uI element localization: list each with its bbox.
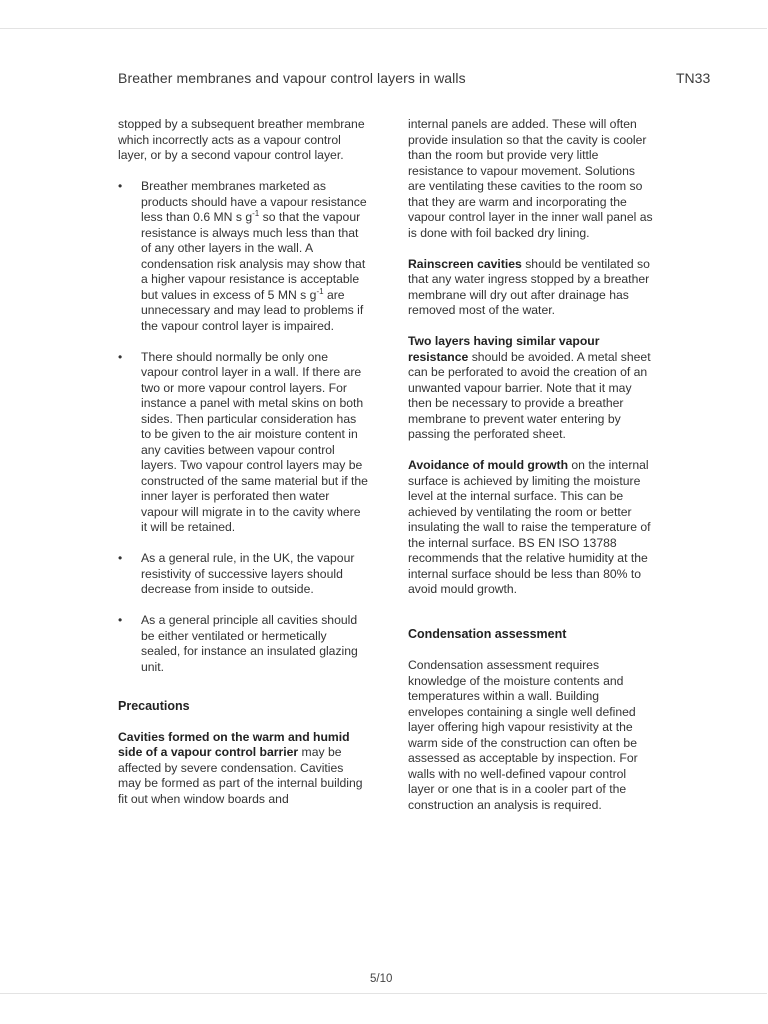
rainscreen-text: should be ventilated so that any water ingress stopped by a breather membrane will dry out after drainage has removed most of the water. — [408, 256, 650, 317]
precautions-heading: Precautions — [118, 698, 190, 713]
condensation-assessment-heading: Condensation assessment — [408, 627, 567, 641]
mould-paragraph — [408, 458, 653, 598]
bullet-item — [118, 350, 368, 536]
two-layers-paragraph — [408, 334, 653, 443]
bullet-icon: • — [118, 349, 123, 364]
left-column — [118, 117, 368, 823]
cavities-text: may be affected by severe condensation. Cavities may be formed as part of the internal building fit out when window boards and — [118, 745, 363, 806]
cavities-bold-lead: Cavities formed on the warm and humid side of a vapour control barrier — [118, 729, 350, 759]
mould-text: on the internal surface is achieved by limiting the moisture level at the internal surface. This can be achieved by ventilating the room or better insulating the wall to raise the temperature of the internal surface. BS EN ISO 13788 recommends that the relative humidity at the internal surface should be less than 80% to avoid mould growth. — [408, 458, 651, 596]
two-layers-bold-lead: Two layers having similar vapour resistance — [408, 334, 600, 364]
mould-bold-lead: Avoidance of mould growth — [408, 458, 569, 472]
two-layers-text: should be avoided. A metal sheet can be perforated to avoid the creation of an unwanted vapour barrier. Note that it may then be necessary to provide a breather membrane to prevent water entering by passing the perforated sheet. — [408, 349, 651, 441]
right-column — [408, 117, 653, 829]
bullet-text-part: are unnecessary and may lead to problems if the vapour control layer is impaired. — [141, 287, 364, 333]
rainscreen-paragraph — [408, 257, 653, 319]
bullet-icon: • — [118, 179, 123, 193]
bullet-item — [118, 179, 368, 334]
superscript: -1 — [316, 286, 324, 296]
bullet-text: As a general rule, in the UK, the vapour resistivity of successive layers should decrease from inside to outside. — [141, 551, 355, 596]
bullet-text: There should normally be only one vapour control layer in a wall. If there are two or more vapour control layers. For instance a panel with metal skins on both sides. Then particular consideration has to be given to the air moisture content in any cavities between vapour control layers. Two vapour control layers may be constructed of the same material but if the inner layer is perforated then water vapour will migrate in to the cavity where it will be retained. — [141, 349, 368, 534]
page-number: 5/10 — [370, 973, 393, 985]
bullet-item — [118, 551, 368, 598]
document-code: TN33 — [676, 70, 711, 86]
superscript: -1 — [252, 208, 260, 218]
cavities-paragraph — [118, 730, 368, 808]
bullet-icon: • — [118, 613, 123, 627]
left-intro-paragraph: stopped by a subsequent breather membrane which incorrectly acts as a vapour control layer, or by a second vapour control layer. — [118, 117, 365, 162]
bullet-icon: • — [118, 551, 123, 565]
bullet-text-part: Breather membranes marketed as products should have a vapour resistance less than 0.6 MN s g — [141, 179, 367, 224]
assessment-paragraph: Condensation assessment requires knowledge of the moisture contents and temperatures within a wall. Building envelopes containing a single well defined layer offering high vapour resistivity at the warm side of the construction can often be assessed as acceptable by inspection. For walls with no well-defined vapour control layer or one that is in a cooler part of the construction an analysis is required. — [408, 658, 638, 812]
right-intro-paragraph: internal panels are added. These will often provide insulation so that the cavity is cooler than the room but provide very little resistance to vapour movement. Solutions are ventilating these cavities to the room so that they are warm and incorporating the vapour control layer in the inner wall panel as is done with foil backed dry lining. — [408, 117, 653, 240]
bullet-text: As a general principle all cavities should be either ventilated or hermetically sealed, for instance an insulated glazing unit. — [141, 613, 358, 674]
rainscreen-bold-lead: Rainscreen cavities — [408, 256, 522, 271]
bullet-text-part: so that the vapour resistance is always much less than that of any other layers in the wall. A condensation risk analysis may show that a higher vapour resistance is acceptable but values in excess of 5 MN s g — [141, 210, 366, 302]
bullet-item — [118, 613, 368, 675]
document-header-title: Breather membranes and vapour control layers in walls — [118, 70, 466, 86]
